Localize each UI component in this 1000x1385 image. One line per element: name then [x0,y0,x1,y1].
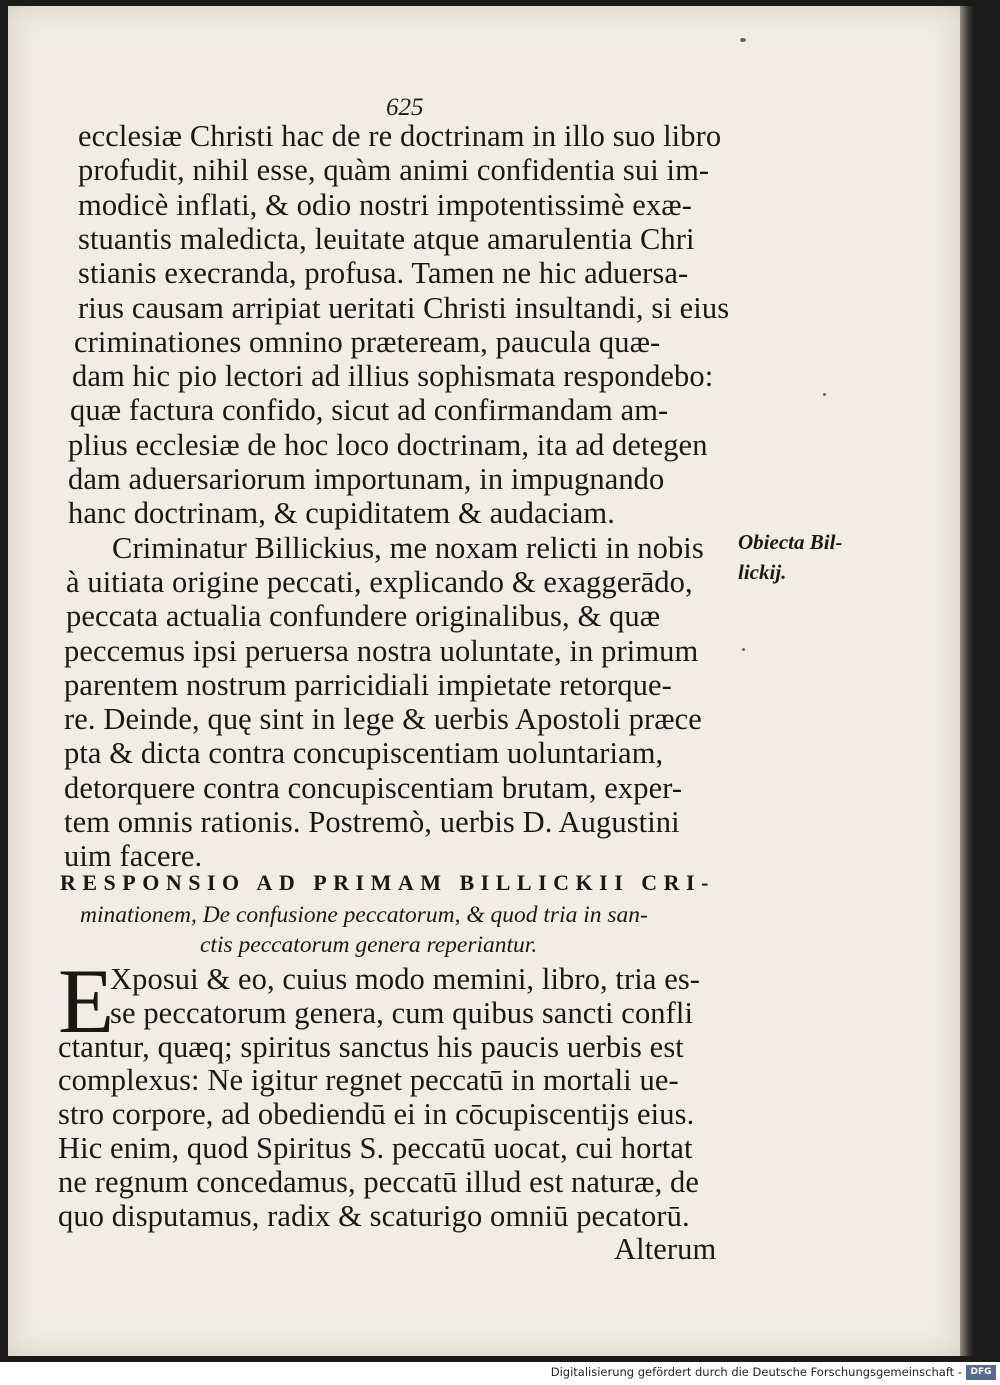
footer-bar [0,1362,1000,1385]
body-text-line: stro corpore, ad obediendū ei in cōcupiscentijs eius. [58,1097,695,1132]
body-text-line: stianis execranda, profusa. Tamen ne hic aduersa- [78,256,689,291]
drop-cap-initial: E [58,950,115,1052]
section-subheading-line-1: minationem, De confusione peccatorum, & quod tria in san- [80,902,648,928]
section-heading: RESPONSIO AD PRIMAM BILLICKII CRI- [60,870,715,895]
body-text-line: uim facere. [64,839,203,874]
body-text-line: complexus: Ne igitur regnet peccatū in mortali ue- [58,1063,679,1098]
margin-note-line-1: Obiecta Bil- [738,530,843,554]
body-text-line: se peccatorum genera, cum quibus sancti confli [110,995,694,1030]
page-number: 625 [386,94,424,121]
footer-credit: Digitalisierung gefördert durch die Deutsche Forschungsgemeinschaft - [550,1365,962,1379]
body-text-line: Xposui & eo, cuius modo memini, libro, tria es- [110,962,701,996]
body-text-line: ecclesiæ Christi hac de re doctrinam in illo suo libro [78,119,722,153]
body-text-line: profudit, nihil esse, quàm animi confidentia sui im- [78,153,710,188]
body-text-line: peccemus ipsi peruersa nostra uoluntate, in primum [64,633,699,668]
body-text-line: dam aduersariorum importunam, in impugnando [68,462,665,496]
page-edge-shadow [960,6,974,1356]
paper-speck [740,38,746,42]
margin-note-line-2: lickij. [738,560,787,584]
body-text-line: modicè inflati, & odio nostri impotentissimè exæ- [78,187,692,222]
body-text-line: detorquere contra concupiscentiam brutam, exper- [64,770,683,805]
body-text-line: ne regnum concedamus, peccatū illud est naturæ, de [58,1164,700,1199]
section-subheading-line-2: ctis peccatorum genera reperiantur. [200,932,538,958]
paper-speck [823,393,826,396]
body-text-line: re. Deinde, quę sint in lege & uerbis Apostoli præce [64,702,702,737]
body-text-line: pta & dicta contra concupiscentiam uoluntariam, [64,736,664,771]
body-text-line: dam hic pio lectori ad illius sophismata respondebo: [72,359,714,394]
dfg-logo: DFG [966,1365,996,1380]
body-text-line: Criminatur Billickius, me noxam relicti in nobis [112,530,704,565]
body-text-line: Alterum [614,1232,717,1267]
body-text-line: stuantis maledicta, leuitate atque amarulentia Chri [78,221,695,256]
body-text-line: peccata actualia confundere originalibus, & quæ [66,599,661,634]
body-text-line: Hic enim, quod Spiritus S. peccatū uocat, cui hortat [58,1131,693,1165]
body-text-line: à uitiata origine peccati, explicando & exaggerādo, [66,564,693,599]
body-text-line: tem omnis rationis. Postremò, uerbis D. Augustini [64,805,680,839]
body-text-line: quo disputamus, radix & scaturigo omniū pecatorū. [58,1198,690,1233]
body-text-line: parentem nostrum parricidiali impietate retorque- [64,667,672,702]
paper-speck [742,648,745,651]
body-text-line: ctantur, quæq; spiritus sanctus his paucis uerbis est [58,1029,684,1064]
body-text-line: hanc doctrinam, & cupiditatem & audaciam. [68,496,615,531]
body-text-line: criminationes omnino præteream, paucula quæ- [74,324,661,359]
body-text-line: quæ factura confido, sicut ad confirmandam am- [70,393,669,428]
body-text-line: plius ecclesiæ de hoc loco doctrinam, ita ad detegen [68,427,708,462]
body-text-line: rius causam arripiat ueritati Christi insultandi, si eius [78,290,730,325]
